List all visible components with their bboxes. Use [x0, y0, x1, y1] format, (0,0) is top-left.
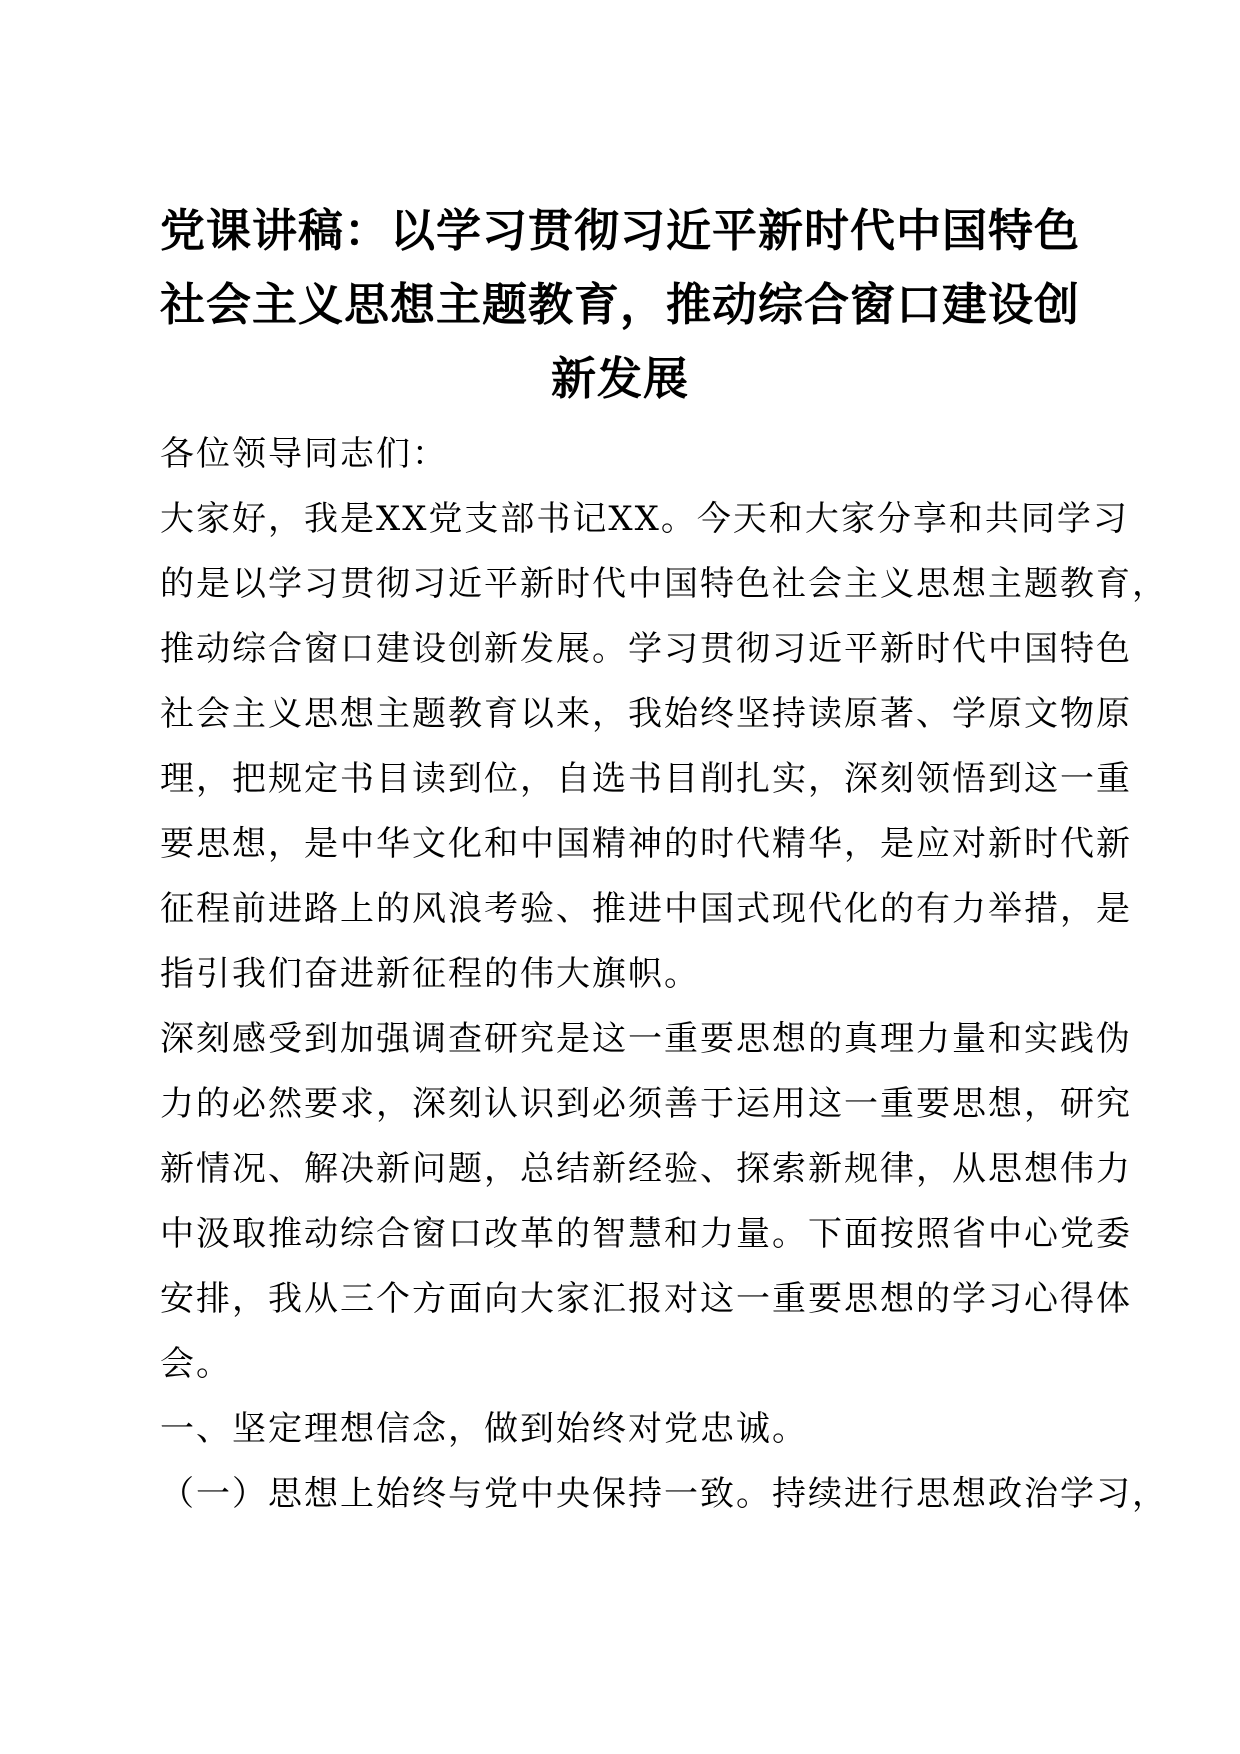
paragraph-line: 新情况、解决新问题，总结新经验、探索新规律，从思想伟力	[160, 1149, 1132, 1189]
paragraph-line: 安排，我从三个方面向大家汇报对这一重要思想的学习心得体	[160, 1279, 1132, 1319]
paragraph-line: 理，把规定书目读到位，自选书目削扎实，深刻领悟到这一重	[160, 759, 1132, 799]
paragraph-line: 要思想，是中华文化和中国精神的时代精华，是应对新时代新	[160, 824, 1132, 864]
paragraph-line: 推动综合窗口建设创新发展。学习贯彻习近平新时代中国特色	[160, 629, 1132, 669]
document-title	[160, 194, 1080, 416]
paragraph-line: 一、坚定理想信念，做到始终对党忠诚。	[160, 1409, 808, 1449]
document-body	[160, 422, 1168, 1527]
salutation-paragraph	[160, 422, 1090, 487]
paragraph-line: 的是以学习贯彻习近平新时代中国特色社会主义思想主题教育，	[160, 564, 1168, 604]
paragraph-line: 征程前进路上的风浪考验、推进中国式现代化的有力举措，是	[160, 889, 1132, 929]
paragraph-line: 指引我们奋进新征程的伟大旗帜。	[160, 954, 700, 994]
paragraph-line: 会。	[160, 1344, 232, 1384]
paragraph-line: 中汲取推动综合窗口改革的智慧和力量。下面按照省中心党委	[160, 1214, 1132, 1254]
section-heading	[160, 1397, 1090, 1462]
paragraph-line: 大家好，我是XX党支部书记XX。今天和大家分享和共同学习	[160, 499, 1129, 539]
paragraph-line: 力的必然要求，深刻认识到必须善于运用这一重要思想，研究	[160, 1084, 1132, 1124]
paragraph-line: 深刻感受到加强调查研究是这一重要思想的真理力量和实践伪	[160, 1019, 1132, 1059]
paragraph-line: 社会主义思想主题教育以来，我始终坚持读原著、学原文物原	[160, 694, 1132, 734]
research-paragraph	[160, 1007, 1132, 1397]
paragraph-line: （一）思想上始终与党中央保持一致。持续进行思想政治学习，	[160, 1474, 1168, 1514]
intro-paragraph	[160, 487, 1168, 1007]
paragraph-line: 各位领导同志们：	[160, 434, 448, 474]
title-line: 社会主义思想主题教育，推动综合窗口建设创	[160, 278, 1081, 331]
subsection-paragraph	[160, 1462, 1168, 1527]
title-line: 新发展	[550, 352, 689, 405]
title-line: 党课讲稿：以学习贯彻习近平新时代中国特色	[160, 204, 1081, 257]
